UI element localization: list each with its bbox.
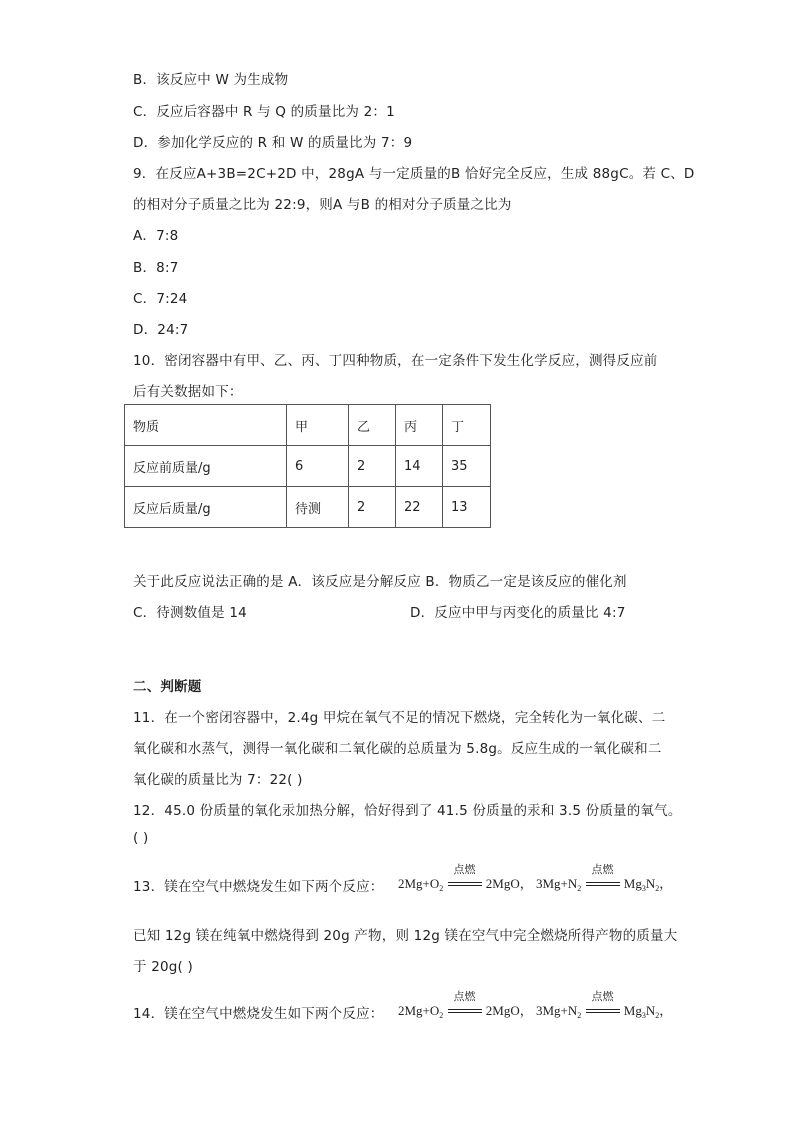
table-cell: 6 (287, 446, 349, 487)
q13-stem-line1: 13．镁在空气中燃烧发生如下两个反应： (133, 879, 384, 895)
equation-separator: ， (519, 876, 533, 891)
condition-label: 点燃 (453, 863, 476, 876)
equation-subscript: 2 (439, 1011, 444, 1020)
reaction-condition (448, 990, 482, 1019)
table-cell: 待测 (287, 487, 349, 528)
q10-options-line1: 关于此反应说法正确的是 A．该反应是分解反应 B．物质乙一定是该反应的催化剂 (133, 574, 627, 590)
equation-text: N (645, 876, 656, 891)
q14-equation (398, 990, 673, 1020)
reaction-condition (586, 990, 620, 1019)
equation-subscript: 2 (655, 1011, 660, 1020)
equation-subscript: 3 (641, 1011, 646, 1020)
q9-option-d: D．24:7 (133, 322, 189, 338)
q13-stem-line2: 已知 12g 镁在纯氧中燃烧得到 20g 产物，则 12g 镁在空气中完全燃烧所得产物的质量大 (133, 928, 678, 944)
q9-stem-line2: 的相对分子质量之比为 22:9，则A 与B 的相对分子质量之比为 (133, 197, 512, 213)
equation-subscript: 2 (439, 884, 444, 893)
reaction-condition (448, 863, 482, 892)
table-row (125, 487, 491, 528)
q10-option-c: C．待测数值是 14 (133, 605, 247, 621)
equation-text: 2MgO (485, 876, 520, 891)
table-cell: 甲 (287, 405, 349, 446)
table-cell: 丁 (443, 405, 491, 446)
q13-stem-line3: 于 20g( ) (133, 959, 193, 975)
q13-equation (398, 863, 673, 893)
equation-text: 2Mg+O (398, 876, 440, 891)
equation-text: 3Mg+N (536, 876, 578, 891)
equation-text: Mg (623, 876, 642, 891)
condition-label: 点燃 (591, 990, 614, 1003)
q11-stem-line2: 氧化碳和水蒸气，测得一氧化碳和二氧化碳的总质量为 5.8g。反应生成的一氧化碳和二 (133, 741, 662, 757)
equation-text: Mg (623, 1003, 642, 1018)
q9-option-a: A．7:8 (133, 228, 179, 244)
q12-stem-line2: ( ) (133, 830, 149, 846)
equation-subscript: 2 (577, 884, 582, 893)
q10-stem-line1: 10．密闭容器中有甲、乙、丙、丁四种物质，在一定条件下发生化学反应，测得反应前 (133, 353, 658, 369)
table-cell: 物质 (125, 405, 287, 446)
q10-stem-line2: 后有关数据如下： (133, 384, 243, 400)
equation-separator: ， (659, 876, 673, 891)
equation-subscript: 2 (655, 884, 660, 893)
condition-label: 点燃 (591, 863, 614, 876)
mass-data-table (124, 404, 491, 528)
table-cell: 2 (349, 487, 396, 528)
equation-separator: ， (519, 1003, 533, 1018)
q11-stem-line1: 11．在一个密闭容器中，2.4g 甲烷在氧气不足的情况下燃烧，完全转化为一氧化碳、二 (133, 710, 666, 726)
reaction-condition (586, 863, 620, 892)
condition-label: 点燃 (453, 990, 476, 1003)
table-cell: 22 (396, 487, 443, 528)
equation-subscript: 3 (641, 884, 646, 893)
equation-text: 2Mg+O (398, 1003, 440, 1018)
q12-stem-line1: 12．45.0 份质量的氧化汞加热分解，恰好得到了 41.5 份质量的汞和 3.5 份质量的氧气。 (133, 803, 682, 819)
table-row (125, 446, 491, 487)
table-cell: 乙 (349, 405, 396, 446)
table-cell: 反应前质量/g (125, 446, 287, 487)
q8-option-d: D．参加化学反应的 R 和 W 的质量比为 7：9 (133, 135, 413, 151)
q9-stem-line1: 9．在反应A+3B=2C+2D 中，28gA 与一定质量的B 恰好完全反应，生成 88gC。若 C、D (133, 166, 695, 182)
table-cell: 反应后质量/g (125, 487, 287, 528)
equation-subscript: 2 (577, 1011, 582, 1020)
table-cell: 丙 (396, 405, 443, 446)
equation-text: N (645, 1003, 656, 1018)
q14-stem-line1: 14．镁在空气中燃烧发生如下两个反应： (133, 1006, 384, 1022)
equation-separator: ， (659, 1003, 673, 1018)
q9-option-b: B．8:7 (133, 260, 179, 276)
table-cell: 35 (443, 446, 491, 487)
equation-text: 2MgO (485, 1003, 520, 1018)
q8-option-c: C．反应后容器中 R 与 Q 的质量比为 2：1 (133, 104, 395, 120)
table-cell: 2 (349, 446, 396, 487)
table-header-row (125, 405, 491, 446)
table-cell: 13 (443, 487, 491, 528)
q11-stem-line3: 氧化碳的质量比为 7：22( ) (133, 772, 303, 788)
q8-option-b: B．该反应中 W 为生成物 (133, 72, 289, 88)
table-cell: 14 (396, 446, 443, 487)
equation-text: 3Mg+N (536, 1003, 578, 1018)
q9-option-c: C．7:24 (133, 291, 188, 307)
q10-option-d: D．反应中甲与丙变化的质量比 4:7 (410, 605, 626, 621)
section-heading: 二、判断题 (133, 679, 202, 695)
